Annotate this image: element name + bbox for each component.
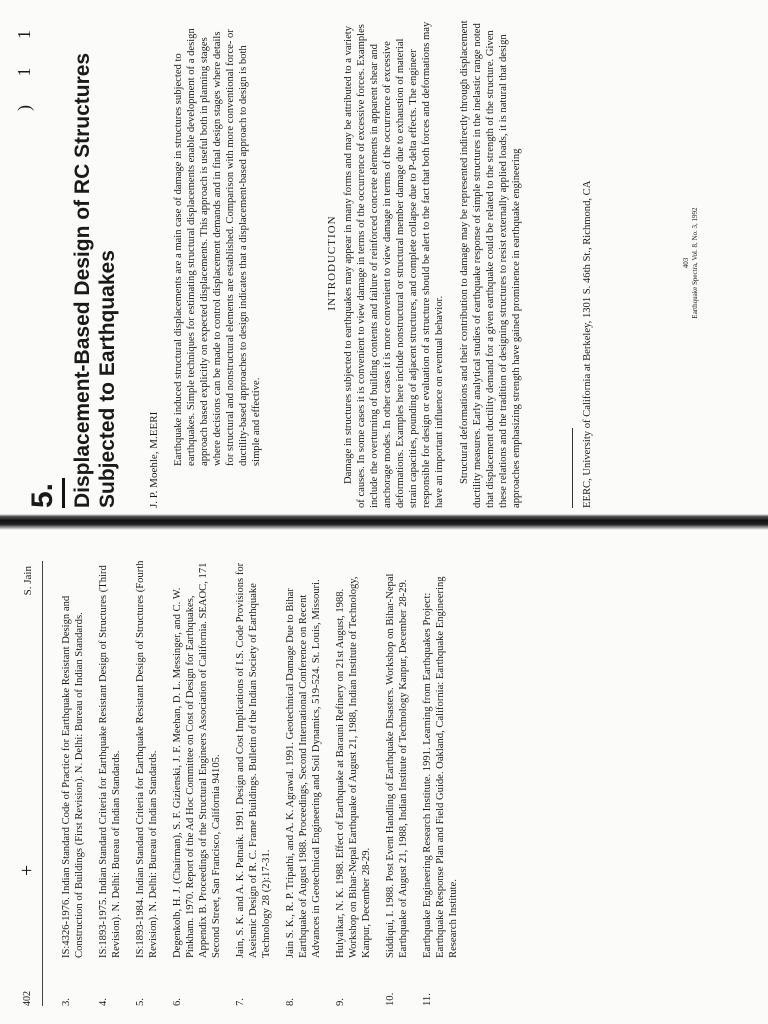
binding-shadow — [0, 514, 768, 530]
reference-item — [134, 558, 160, 1006]
reference-item — [97, 558, 123, 1006]
reference-text: IS:1893-1984. Indian Standard Criteria for Earthquake Resistant Design of Structures (Fourth Revision). N. Delhi: Bureau of Indian Standards. — [135, 560, 159, 958]
reference-item — [421, 558, 460, 1006]
reference-number: 5. — [135, 998, 146, 1006]
article-title: Displacement-Based Design of RC Structures Subjected to Earthquakes — [71, 52, 119, 508]
reference-item — [60, 558, 86, 1006]
body-paragraph: Damage in structures subjected to earthquakes may appear in many forms and may be attributed to a variety of causes. In some cases it is convenient to view damage in terms of the occurrence of excessive forces. Examples include the overturning of building contents and failure of reinforced concrete elements in apparent shear and anchorage modes. In other cases it is more convenient to view damage in terms of the occurrence of excessive deformations. Examples here include nonstructural or structural member damage due to exhaustion of material strain capacities, pounding of adjacent structures, and complete collapse due to P-delta effects. The engineer responsible for design or evaluation of a structure should be alert to the fact that both forces and deformations may have an important influence on eventual behavior. — [343, 21, 445, 508]
header-rule — [42, 561, 43, 1006]
reference-number: 11. — [422, 993, 433, 1006]
running-author: S. Jain — [22, 566, 34, 596]
reference-number: 7. — [235, 998, 246, 1006]
reference-list — [60, 558, 471, 1006]
reference-number: 6. — [172, 998, 183, 1006]
reference-number: 4. — [98, 998, 109, 1006]
reference-text: Earthquake Engineering Research Institute. 1991. Learning from Earthquakes Project: Earthquake Response Plan and Field Guide. Oakland, California: Earthquake Engineering Research Institute. — [422, 576, 459, 958]
abstract: Earthquake induced structural displacements are a main case of damage in structures subjected to earthquakes. Simple techniques for estimating structural displacements enable development of a design approach based explicitly on expected displacements. This approach is useful both in planning stages where decisions can be made to control displacement demands and in final design stages where details for structural and nonstructural elements are established. Comparison with more conventional force- or ductility-based approaches to design indicates that a displacement-based approach to design is both simple and effective. — [173, 28, 262, 466]
author-affiliation: EERC, University of California at Berkeley, 1301 S. 46th St., Richmond, CA — [582, 180, 593, 508]
reference-text: Hulyalkar, N. K. 1988. Effect of Earthquake at Barauni Refinery on 21st August, 1988. Workshop on Bihar-Nepal Earthquake of August 21, 1988, Indian Institute of Technology, Kanpur, December 28-29. — [335, 576, 372, 958]
footnote-rule — [572, 428, 573, 508]
left-page-number: 402 — [22, 991, 33, 1006]
reference-number: 3. — [61, 998, 72, 1006]
reference-item — [234, 558, 273, 1006]
reference-item — [171, 558, 223, 1006]
handwritten-mark: + — [16, 864, 38, 876]
reference-item — [384, 558, 410, 1006]
reference-text: IS:1893-1975. Indian Standard Criteria for Earthquake Resistant Design of Structures (Third Revision). N. Delhi: Bureau of Indian Standards. — [98, 565, 122, 958]
left-page — [0, 554, 768, 1024]
reference-item — [284, 558, 323, 1006]
reference-text: Degenkolb, H. J. (Chairman), S. F. Gizienski, J. F. Meehan, D. L. Messinger, and C. W. Pinkham. 1970. Report of the Ad Hoc Committee on Cost of Design for Earthquakes, Appendix B. Proceedings of the Structural Engineers Association of California. SEAOC, 171 Second Street, San Francisco, California 94105. — [172, 562, 222, 958]
folio-journal: Earthquake Spectra, Vol. 8, No. 3, 1992 — [691, 207, 699, 319]
corner-marks: ) 1 1 — [14, 18, 34, 111]
body-paragraph: Structural deformations and their contribution to damage may be represented indirectly through displacement ductility measures. Early analytical studies of earthquake response of simple structures in the inelastic range noted that displacement ductility demand for a given earthquake could be related to the strength of the structure. Given these relations and the tradition of designing structures to resist externally applied loads, it is natural that design approaches emphasizing strength have gained prominence in earthquake engineering — [459, 20, 522, 508]
reference-text: Jain, S. K. and A. K. Patnaik. 1991. Design and Cost Implications of I.S. Code Provisions for Aseismic Design of R. C. Frame Buildings. Bulletin of the Indian Society of Earthquake Technology 28 (2):17-31. — [235, 562, 272, 958]
chapter-underline — [62, 478, 65, 508]
chapter-number: 5. — [26, 482, 59, 508]
left-page-header — [16, 566, 42, 1006]
reference-item — [334, 558, 373, 1006]
reference-number: 8. — [285, 998, 296, 1006]
reference-number: 10. — [385, 992, 396, 1006]
introduction-body — [342, 18, 535, 508]
section-heading: INTRODUCTION — [326, 215, 338, 311]
reference-text: IS:4326-1976. Indian Standard Code of Practice for Earthquake Resistant Design and Construction of Buildings (First Revision). N. Delhi: Bureau of Indian Standards. — [61, 595, 85, 958]
folio — [682, 18, 700, 508]
article-author: J. P. Moehle, M.EERI — [148, 411, 160, 508]
reference-text: Siddiqui, I. 1988. Post Event Handling of Earthquake Disasters. Workshop on Bihar-Nepal Earthquake of August 21, 1988, Indian Institute of Technology Kanpur, December 28-29. — [385, 573, 409, 958]
reference-number: 9. — [335, 998, 346, 1006]
reference-text: Jain S. K., R. P. Tripathi, and A. K. Agrawal. 1991. Geotechnical Damage Due to Bihar Earthquake of August 1988. Proceedings, Second International Conference on Recent Advances in Geotechnical Engineering and Soil Dynamics, 519-524. St. Louis, Missouri. — [285, 579, 322, 958]
folio-page-number: 403 — [682, 257, 690, 269]
